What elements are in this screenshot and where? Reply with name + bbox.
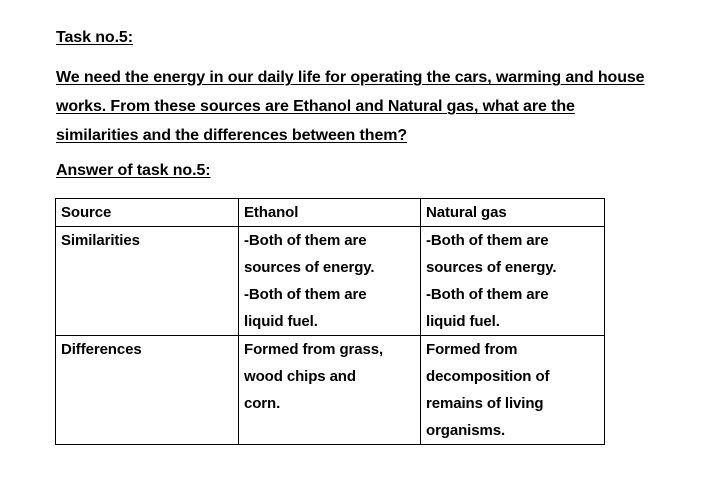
cell-line: decomposition of — [426, 368, 550, 385]
cell-line: -Both of them are — [244, 286, 367, 303]
question-line: similarities and the differences between them? — [56, 127, 408, 144]
cell-line: -Both of them are — [426, 232, 549, 249]
header-ethanol: Ethanol — [239, 199, 421, 227]
table-header-row — [56, 199, 605, 227]
cell-line: remains of living — [426, 395, 544, 412]
table-row-similarities — [56, 227, 605, 336]
similarities-ethanol — [239, 227, 421, 336]
answer-title: Answer of task no.5: — [56, 162, 211, 179]
comparison-table — [55, 198, 605, 445]
similarities-label: Similarities — [56, 227, 239, 336]
table-row-differences — [56, 336, 605, 445]
header-source: Source — [56, 199, 239, 227]
cell-line: Formed from grass, — [244, 341, 384, 358]
cell-line: corn. — [244, 395, 281, 412]
cell-line: -Both of them are — [426, 286, 549, 303]
cell-line: liquid fuel. — [244, 313, 318, 330]
cell-line: wood chips and — [244, 368, 356, 385]
differences-ethanol — [239, 336, 421, 445]
task-question — [56, 63, 706, 150]
cell-line: sources of energy. — [244, 259, 375, 276]
cell-line: Formed from — [426, 341, 518, 358]
cell-line: -Both of them are — [244, 232, 367, 249]
question-line: We need the energy in our daily life for operating the cars, warming and house — [56, 69, 645, 86]
cell-line: organisms. — [426, 422, 506, 439]
differences-label: Differences — [56, 336, 239, 445]
similarities-natural-gas — [421, 227, 605, 336]
header-natural-gas: Natural gas — [421, 199, 605, 227]
task-title: Task no.5: — [56, 29, 133, 46]
question-line: works. From these sources are Ethanol and Natural gas, what are the — [56, 98, 575, 115]
differences-natural-gas — [421, 336, 605, 445]
cell-line: liquid fuel. — [426, 313, 500, 330]
cell-line: sources of energy. — [426, 259, 557, 276]
